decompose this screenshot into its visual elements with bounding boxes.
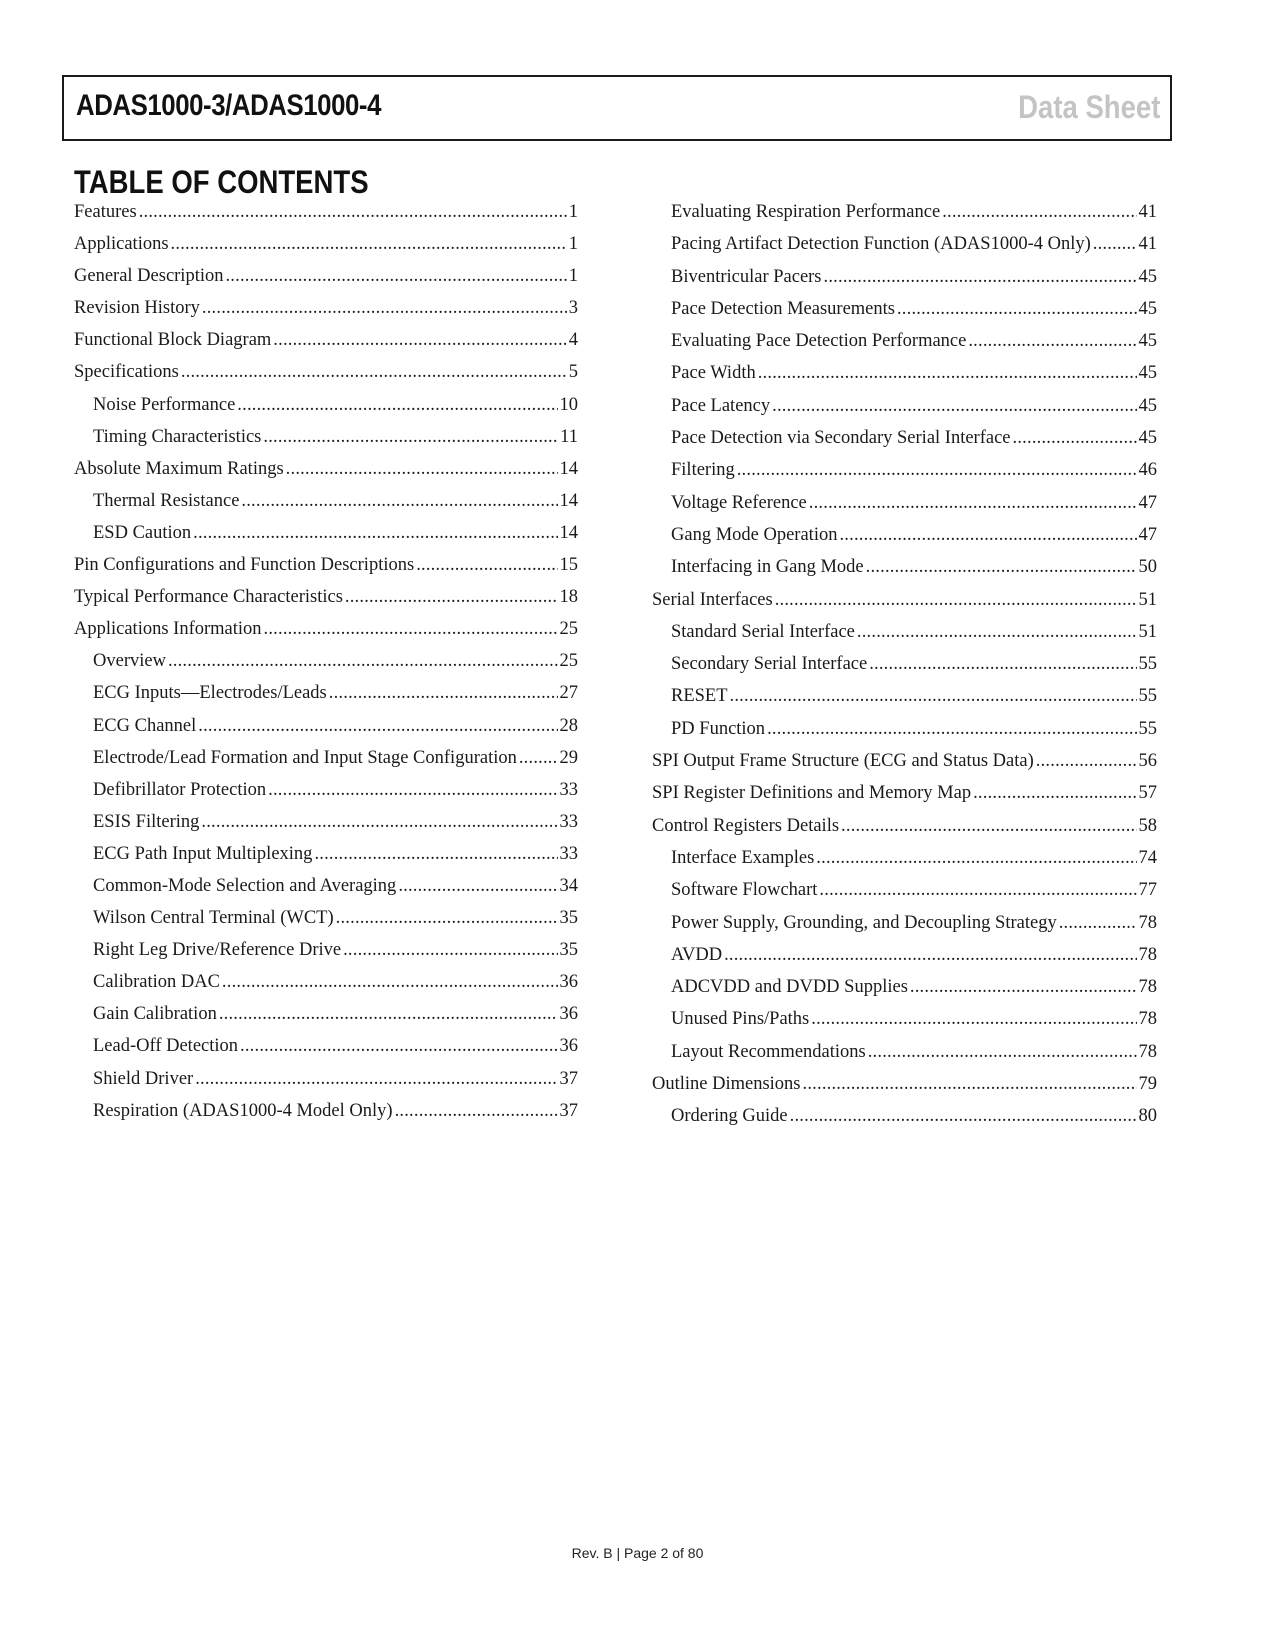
dot-leader: [416, 555, 557, 576]
toc-entry-page: 41: [1138, 202, 1157, 222]
dot-leader: [195, 1069, 557, 1090]
toc-entry-label: Layout Recommendations: [671, 1041, 866, 1062]
toc-entry-page: 45: [1138, 395, 1157, 416]
toc-entry[interactable]: [652, 654, 1157, 686]
toc-entry[interactable]: [74, 1069, 578, 1101]
toc-entry[interactable]: [652, 1074, 1157, 1106]
dot-leader: [1093, 234, 1137, 255]
toc-entry[interactable]: [74, 555, 578, 587]
toc-entry-label: Interfacing in Gang Mode: [671, 557, 864, 578]
dot-leader: [241, 491, 557, 512]
dot-leader: [329, 683, 558, 704]
toc-entry-label: SPI Register Definitions and Memory Map: [652, 783, 972, 804]
toc-entry-page: 37: [559, 1068, 578, 1089]
toc-entry[interactable]: [652, 945, 1157, 977]
toc-entry-page: 1: [568, 234, 578, 255]
dot-leader: [968, 331, 1136, 352]
toc-entry-label: Standard Serial Interface: [671, 621, 855, 642]
toc-entry-page: 33: [559, 811, 578, 832]
dot-leader: [1036, 751, 1137, 772]
toc-entry[interactable]: [74, 619, 578, 651]
toc-entry[interactable]: [74, 330, 578, 362]
toc-entry-page: 14: [559, 458, 578, 479]
dot-leader: [803, 1074, 1137, 1095]
toc-entry-label: Wilson Central Terminal (WCT): [93, 908, 334, 929]
toc-entry-label: Overview: [93, 651, 166, 672]
dot-leader: [273, 330, 566, 351]
dot-leader: [819, 880, 1136, 901]
dot-leader: [809, 493, 1137, 514]
dot-leader: [1013, 428, 1137, 449]
toc-entry-label: Secondary Serial Interface: [671, 654, 868, 675]
toc-entry-label: Biventricular Pacers: [671, 266, 822, 287]
toc-entry[interactable]: [652, 590, 1157, 622]
toc-entry-page: 33: [559, 779, 578, 800]
toc-entry-label: Pin Configurations and Function Descriptions: [74, 555, 415, 576]
toc-left-column: [74, 202, 578, 1133]
toc-entry-label: Evaluating Respiration Performance: [671, 202, 941, 222]
toc-entry-label: Unused Pins/Paths: [671, 1009, 810, 1030]
toc-entry-label: Outline Dimensions: [652, 1074, 801, 1095]
toc-entry-page: 45: [1138, 266, 1157, 287]
toc-entry-label: Gang Mode Operation: [671, 524, 838, 545]
dot-leader: [198, 716, 557, 737]
toc-entry-label: Noise Performance: [93, 394, 236, 415]
dot-leader: [816, 848, 1136, 869]
toc-entry-label: Absolute Maximum Ratings: [74, 458, 284, 479]
toc-entry-page: 47: [1138, 524, 1157, 545]
toc-entry-label: SPI Output Frame Structure (ECG and Status Data): [652, 751, 1034, 772]
toc-entry-page: 55: [1138, 718, 1157, 739]
dot-leader: [181, 362, 567, 383]
toc-entry-label: Typical Performance Characteristics: [74, 587, 343, 608]
toc-entry[interactable]: [74, 362, 578, 394]
toc-entry-page: 51: [1138, 589, 1157, 610]
toc-entry[interactable]: [74, 844, 578, 876]
toc-entry-page: 78: [1138, 1041, 1157, 1062]
dot-leader: [811, 1009, 1136, 1030]
toc-entry-page: 79: [1138, 1074, 1157, 1095]
toc-entry-page: 25: [559, 651, 578, 672]
dot-leader: [767, 719, 1136, 740]
toc-entry-page: 15: [559, 555, 578, 576]
toc-entry[interactable]: [652, 751, 1157, 783]
toc-entry-page: 28: [559, 715, 578, 736]
toc-entry-page: 45: [1138, 428, 1157, 449]
toc-entry[interactable]: [652, 363, 1157, 395]
toc-entry-label: Serial Interfaces: [652, 589, 773, 610]
toc-entry-label: Thermal Resistance: [93, 490, 240, 511]
toc-entry-label: ECG Path Input Multiplexing: [93, 843, 313, 864]
toc-entry[interactable]: [652, 1106, 1157, 1138]
toc-entry[interactable]: [652, 267, 1157, 299]
dot-leader: [345, 587, 558, 608]
toc-entry[interactable]: [74, 1004, 578, 1036]
toc-entry-label: Pacing Artifact Detection Function (ADAS1000-4 Only): [671, 234, 1091, 255]
dot-leader: [202, 298, 567, 319]
toc-entry-page: 36: [559, 1036, 578, 1057]
dot-leader: [841, 816, 1136, 837]
toc-entry[interactable]: [74, 266, 578, 298]
toc-entry-page: 45: [1138, 331, 1157, 352]
toc-entry-label: ESD Caution: [93, 522, 192, 543]
toc-entry-label: ESIS Filtering: [93, 811, 200, 832]
dot-leader: [758, 363, 1137, 384]
toc-entry[interactable]: [74, 234, 578, 266]
dot-leader: [824, 267, 1137, 288]
toc-entry-label: Pace Detection via Secondary Serial Interface: [671, 428, 1011, 449]
toc-entry-label: Voltage Reference: [671, 492, 807, 513]
toc-entry-label: Defibrillator Protection: [93, 779, 267, 800]
dot-leader: [314, 844, 557, 865]
toc-entry[interactable]: [652, 783, 1157, 815]
dot-leader: [910, 977, 1137, 998]
toc-entry-label: Applications: [74, 234, 169, 255]
toc-entry-label: Interface Examples: [671, 847, 815, 868]
toc-entry[interactable]: [652, 299, 1157, 331]
toc-entry[interactable]: [652, 848, 1157, 880]
toc-entry-label: $\overline{PD}$ Function: [671, 718, 766, 739]
toc-entry-label: Timing Characteristics: [93, 426, 262, 447]
toc-entry-page: 50: [1138, 557, 1157, 578]
toc-entry-page: 35: [559, 908, 578, 929]
toc-entry-page: 51: [1138, 621, 1157, 642]
dot-leader: [222, 972, 558, 993]
toc-entry-page: 78: [1138, 977, 1157, 998]
toc-entry[interactable]: [652, 686, 1157, 718]
dot-leader: [225, 266, 566, 287]
toc-entry[interactable]: [74, 812, 578, 844]
toc-entry[interactable]: [652, 1042, 1157, 1074]
toc-entry-page: 74: [1138, 847, 1157, 868]
toc-entry-page: 58: [1138, 815, 1157, 836]
dot-leader: [171, 234, 567, 255]
toc-entry-label: Software Flowchart: [671, 880, 818, 901]
toc-entry[interactable]: [652, 428, 1157, 460]
toc-entry-page: 55: [1138, 654, 1157, 675]
toc-entry[interactable]: [74, 780, 578, 812]
toc-entry-page: 27: [559, 683, 578, 704]
toc-entry[interactable]: [74, 748, 578, 780]
toc-entry-page: 14: [559, 490, 578, 511]
toc-entry-page: 77: [1138, 880, 1157, 901]
toc-entry-page: 80: [1138, 1106, 1157, 1127]
toc-entry-page: 37: [559, 1100, 578, 1121]
toc-entry-label: ECG Channel: [93, 715, 197, 736]
toc-entry-page: 57: [1138, 783, 1157, 804]
toc-entry-page: 5: [568, 362, 578, 383]
toc-entry-page: 34: [559, 875, 578, 896]
toc-entry-label: Shield Driver: [93, 1068, 194, 1089]
toc-entry-page: 11: [560, 426, 578, 447]
toc-entry[interactable]: [652, 719, 1157, 751]
toc-entry-page: 47: [1138, 492, 1157, 513]
dot-leader: [775, 590, 1137, 611]
dot-leader: [240, 1036, 557, 1057]
toc-entry-label: Respiration (ADAS1000-4 Model Only): [93, 1100, 393, 1121]
toc-entry-page: 10: [559, 394, 578, 415]
toc-entry[interactable]: [74, 587, 578, 619]
dot-leader: [519, 748, 558, 769]
dot-leader: [857, 622, 1137, 643]
toc-entry[interactable]: [74, 876, 578, 908]
toc-entry-page: 1: [568, 202, 578, 222]
toc-entry[interactable]: [652, 816, 1157, 848]
toc-entry-page: 25: [559, 619, 578, 640]
toc-entry[interactable]: [74, 523, 578, 555]
toc-entry-page: 14: [559, 522, 578, 543]
toc-entry-page: 36: [559, 972, 578, 993]
toc-entry-label: Right Leg Drive/Reference Drive: [93, 940, 342, 961]
toc-entry-label: Pace Latency: [671, 395, 771, 416]
toc-entry-label: Control Registers Details: [652, 815, 840, 836]
dot-leader: [193, 523, 557, 544]
toc-entry[interactable]: [74, 202, 578, 234]
dot-leader: [139, 202, 567, 223]
toc-entry-page: 45: [1138, 363, 1157, 384]
toc-entry-label: Electrode/Lead Formation and Input Stage Configuration: [93, 747, 517, 768]
toc-entry[interactable]: [652, 493, 1157, 525]
dot-leader: [395, 1101, 558, 1122]
toc-entry-label: ADCVDD and DVDD Supplies: [671, 977, 908, 998]
toc-entry-page: 78: [1138, 944, 1157, 965]
toc-entry-label: Evaluating Pace Detection Performance: [671, 331, 967, 352]
toc-entry-page: 33: [559, 843, 578, 864]
document-title: ADAS1000-3/ADAS1000-4: [76, 89, 382, 122]
toc-entry-label: Pace Detection Measurements: [671, 298, 895, 319]
dot-leader: [790, 1106, 1137, 1127]
toc-entry[interactable]: [74, 1101, 578, 1133]
toc-entry[interactable]: [652, 1009, 1157, 1041]
toc-entry-label: Functional Block Diagram: [74, 330, 272, 351]
dot-leader: [398, 876, 557, 897]
toc-entry[interactable]: [652, 525, 1157, 557]
dot-leader: [730, 686, 1137, 707]
dot-leader: [869, 654, 1136, 675]
toc-entry[interactable]: [652, 913, 1157, 945]
toc-entry[interactable]: [652, 880, 1157, 912]
dot-leader: [268, 780, 557, 801]
dot-leader: [343, 940, 557, 961]
toc-entry[interactable]: [74, 972, 578, 1004]
toc-entry-page: 41: [1138, 234, 1157, 255]
dot-leader: [286, 459, 558, 480]
toc-entry-page: 78: [1138, 1009, 1157, 1030]
toc-entry-page: 55: [1138, 686, 1157, 707]
toc-entry[interactable]: [652, 622, 1157, 654]
document-type-label: Data Sheet: [1017, 89, 1160, 125]
toc-entry-label: Ordering Guide: [671, 1106, 788, 1127]
toc-entry-page: 3: [568, 298, 578, 319]
toc-entry-page: 56: [1138, 751, 1157, 772]
toc-heading: TABLE OF CONTENTS: [74, 164, 369, 200]
dot-leader: [336, 908, 558, 929]
toc-entry[interactable]: [74, 1036, 578, 1068]
toc-entry-page: 35: [559, 940, 578, 961]
toc-entry-page: 78: [1138, 912, 1157, 933]
dot-leader: [839, 525, 1136, 546]
toc-entry[interactable]: [652, 234, 1157, 266]
toc-entry-label: Pace Width: [671, 363, 756, 384]
page-footer: Rev. B | Page 2 of 80: [571, 1545, 704, 1561]
toc-entry-label: Applications Information: [74, 619, 262, 640]
toc-entry-label: AVDD: [671, 944, 723, 965]
dot-leader: [866, 557, 1137, 578]
dot-leader: [168, 651, 558, 672]
dot-leader: [263, 427, 558, 448]
toc-entry-label: Filtering: [671, 460, 735, 481]
dot-leader: [868, 1042, 1137, 1063]
toc-entry[interactable]: [74, 908, 578, 940]
page-header: [62, 75, 1172, 141]
toc-entry[interactable]: [74, 395, 578, 427]
dot-leader: [973, 783, 1136, 804]
toc-entry[interactable]: [652, 202, 1157, 234]
dot-leader: [237, 395, 557, 416]
toc-entry[interactable]: [652, 557, 1157, 589]
toc-entry-label: Specifications: [74, 362, 179, 383]
dot-leader: [1059, 913, 1137, 934]
toc-entry[interactable]: [74, 459, 578, 491]
toc-entry[interactable]: [652, 460, 1157, 492]
toc-entry-label: Calibration DAC: [93, 972, 220, 993]
toc-entry[interactable]: [74, 716, 578, 748]
toc-entry-page: 36: [559, 1004, 578, 1025]
dot-leader: [201, 812, 557, 833]
toc-entry[interactable]: [74, 298, 578, 330]
toc-entry[interactable]: [74, 491, 578, 523]
dot-leader: [724, 945, 1136, 966]
toc-entry[interactable]: [74, 683, 578, 715]
toc-entry[interactable]: [74, 940, 578, 972]
toc-entry[interactable]: [652, 977, 1157, 1009]
toc-entry-label: Common-Mode Selection and Averaging: [93, 875, 397, 896]
toc-entry-page: 45: [1138, 298, 1157, 319]
toc-entry-page: 1: [568, 266, 578, 287]
dot-leader: [264, 619, 558, 640]
dot-leader: [897, 299, 1137, 320]
toc-entry-label: ECG Inputs—Electrodes/Leads: [93, 683, 327, 704]
dot-leader: [737, 460, 1137, 481]
toc-entry[interactable]: [74, 427, 578, 459]
toc-entry-label: Revision History: [74, 298, 200, 319]
toc-entry-page: 18: [559, 587, 578, 608]
dot-leader: [219, 1004, 558, 1025]
toc-right-column: [652, 202, 1157, 1139]
toc-entry[interactable]: [652, 396, 1157, 428]
toc-entry[interactable]: [74, 651, 578, 683]
toc-entry-label: Gain Calibration: [93, 1004, 217, 1025]
toc-entry-label: RESET: [671, 686, 728, 707]
toc-entry-page: 29: [559, 747, 578, 768]
toc-entry-label: Features: [74, 202, 137, 222]
toc-entry-page: 46: [1138, 460, 1157, 481]
toc-entry-label: Lead-Off Detection: [93, 1036, 239, 1057]
toc-entry-label: Power Supply, Grounding, and Decoupling Strategy: [671, 912, 1057, 933]
toc-entry[interactable]: [652, 331, 1157, 363]
dot-leader: [942, 202, 1136, 223]
dot-leader: [772, 396, 1136, 417]
toc-entry-page: 4: [568, 330, 578, 351]
toc-entry-label: General Description: [74, 266, 224, 287]
